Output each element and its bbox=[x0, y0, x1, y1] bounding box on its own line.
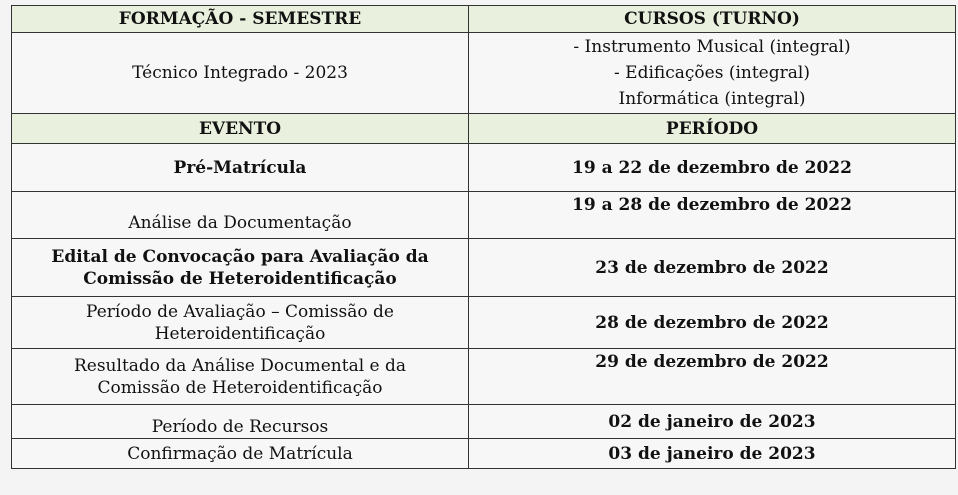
table-row bbox=[12, 192, 956, 239]
period-cell: 23 de dezembro de 2022 bbox=[469, 239, 956, 297]
event-cell: Confirmação de Matrícula bbox=[12, 439, 469, 469]
period-cell: 03 de janeiro de 2023 bbox=[469, 439, 956, 469]
header-period: PERÍODO bbox=[469, 114, 956, 144]
table-row bbox=[12, 405, 956, 439]
table-row bbox=[12, 349, 956, 405]
period-cell: 02 de janeiro de 2023 bbox=[469, 405, 956, 439]
header-row-formation bbox=[12, 6, 956, 33]
header-row-event bbox=[12, 114, 956, 144]
event-cell: Período de Avaliação – Comissão de Heteroidentificação bbox=[12, 297, 469, 349]
header-event: EVENTO bbox=[12, 114, 469, 144]
period-cell: 19 a 28 de dezembro de 2022 bbox=[469, 192, 956, 239]
header-formation-semester: FORMAÇÃO - SEMESTRE bbox=[12, 6, 469, 33]
table-row bbox=[12, 439, 956, 469]
header-courses: CURSOS (TURNO) bbox=[469, 6, 956, 33]
table-row bbox=[12, 297, 956, 349]
course-item: - Edificações (integral) bbox=[614, 63, 810, 83]
course-item: - Instrumento Musical (integral) bbox=[573, 37, 851, 57]
event-cell: Edital de Convocação para Avaliação da Comissão de Heteroidentificação bbox=[12, 239, 469, 297]
period-cell: 19 a 22 de dezembro de 2022 bbox=[469, 144, 956, 192]
event-cell: Período de Recursos bbox=[12, 405, 469, 439]
period-cell: 29 de dezembro de 2022 bbox=[469, 349, 956, 405]
table-row bbox=[12, 144, 956, 192]
courses-list bbox=[469, 33, 956, 114]
event-cell: Pré-Matrícula bbox=[12, 144, 469, 192]
formation-row bbox=[12, 33, 956, 114]
course-item: Informática (integral) bbox=[618, 89, 806, 109]
table-row bbox=[12, 239, 956, 297]
event-cell: Análise da Documentação bbox=[12, 192, 469, 239]
event-cell: Resultado da Análise Documental e da Comissão de Heteroidentificação bbox=[12, 349, 469, 405]
schedule-table bbox=[11, 5, 956, 469]
period-cell: 28 de dezembro de 2022 bbox=[469, 297, 956, 349]
formation-name: Técnico Integrado - 2023 bbox=[12, 33, 469, 114]
